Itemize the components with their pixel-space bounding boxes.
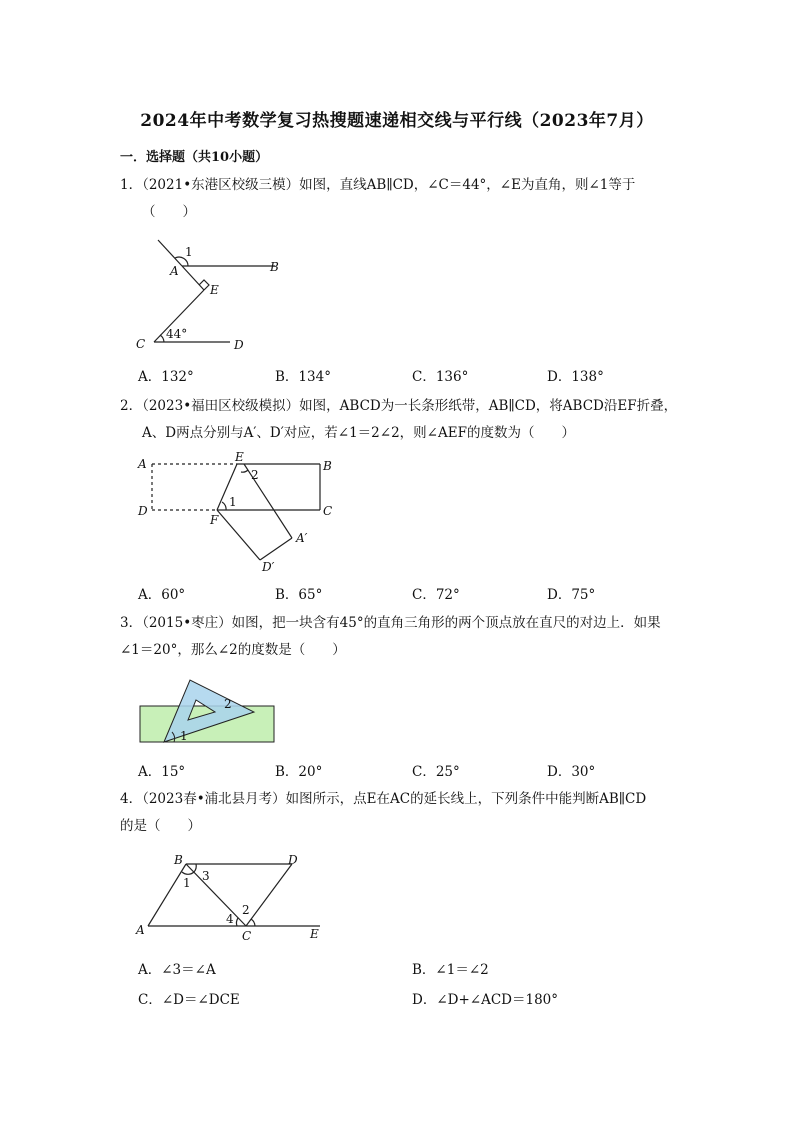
q3-option-c[interactable]: C．25° bbox=[412, 764, 460, 780]
question-1-line-1: 1．（2021•东港区校级三模）如图，直线AB∥CD，∠C＝44°，∠E为直角，则∠1等于 bbox=[120, 177, 636, 193]
fig2-label-a-prime: A′ bbox=[296, 531, 308, 545]
fig1-label-1: 1 bbox=[185, 245, 193, 259]
fig4-label-e: E bbox=[310, 927, 319, 941]
fig4-label-4: 4 bbox=[226, 912, 234, 926]
q4-option-d[interactable]: D．∠D+∠ACD＝180° bbox=[412, 992, 559, 1008]
question-2 bbox=[120, 393, 680, 447]
question-2-line-2: A、D两点分别与A′、D′对应，若∠1＝2∠2，则∠AEF的度数为（ ） bbox=[142, 425, 575, 441]
q3-option-b[interactable]: B．20° bbox=[275, 764, 323, 780]
fig1-label-c: C bbox=[136, 337, 146, 351]
q4-option-c[interactable]: C．∠D＝∠DCE bbox=[138, 992, 240, 1008]
question-4 bbox=[120, 786, 680, 840]
section-heading: 一．选择题（共10小题） bbox=[120, 150, 269, 165]
fig2-label-f: F bbox=[210, 513, 219, 527]
q2-option-b[interactable]: B．65° bbox=[275, 587, 323, 603]
fig4-label-b: B bbox=[174, 853, 183, 867]
question-3 bbox=[120, 610, 680, 664]
q3-option-d[interactable]: D．30° bbox=[547, 764, 596, 780]
q1-option-b[interactable]: B．134° bbox=[275, 369, 331, 385]
question-4-line-1: 4．（2023春•浦北县月考）如图所示，点E在AC的延长线上，下列条件中能判断AB∥CD bbox=[120, 791, 647, 807]
fig2-label-1: 1 bbox=[229, 495, 237, 509]
q1-option-c[interactable]: C．136° bbox=[412, 369, 469, 385]
fig4-label-c: C bbox=[242, 929, 252, 943]
question-2-line-1: 2．（2023•福田区校级模拟）如图，ABCD为一长条形纸带，AB∥CD，将ABCD沿EF折叠， bbox=[120, 398, 678, 414]
fig2-label-a: A bbox=[138, 457, 147, 471]
fig2-label-b: B bbox=[323, 459, 332, 473]
q2-option-d[interactable]: D．75° bbox=[547, 587, 596, 603]
question-1 bbox=[120, 172, 680, 226]
question-4-line-2: 的是（ ） bbox=[120, 818, 201, 834]
q2-option-a[interactable]: A．60° bbox=[138, 587, 186, 603]
figure-2 bbox=[134, 450, 344, 580]
q4-option-a[interactable]: A．∠3＝∠A bbox=[138, 962, 216, 978]
q3-option-a[interactable]: A．15° bbox=[138, 764, 186, 780]
fig1-label-e: E bbox=[210, 283, 219, 297]
fig4-label-a: A bbox=[136, 923, 145, 937]
fig1-label-angle: 44° bbox=[166, 327, 188, 341]
figure-1 bbox=[130, 232, 300, 356]
figure-3 bbox=[136, 674, 282, 746]
question-1-line-2: （ ） bbox=[142, 204, 196, 220]
fig4-label-d: D bbox=[288, 853, 298, 867]
fig1-label-b: B bbox=[270, 260, 279, 274]
fig1-label-d: D bbox=[234, 338, 244, 352]
q1-option-d[interactable]: D．138° bbox=[547, 369, 604, 385]
question-3-line-2: ∠1＝20°，那么∠2的度数是（ ） bbox=[120, 642, 346, 658]
fig1-label-a: A bbox=[170, 264, 179, 278]
fig3-label-1: 1 bbox=[180, 729, 188, 743]
fig2-label-d-prime: D′ bbox=[262, 560, 275, 574]
page-title: 2024年中考数学复习热搜题速递相交线与平行线（2023年7月） bbox=[140, 111, 654, 131]
fig4-label-1: 1 bbox=[183, 876, 191, 890]
fig2-label-d: D bbox=[138, 504, 148, 518]
fig4-label-2: 2 bbox=[242, 903, 250, 917]
fig2-label-e: E bbox=[235, 450, 244, 464]
fig4-label-3: 3 bbox=[202, 869, 210, 883]
fig3-label-2: 2 bbox=[224, 697, 232, 711]
question-3-line-1: 3．（2015•枣庄）如图，把一块含有45°的直角三角形的两个顶点放在直尺的对边上．如果 bbox=[120, 615, 661, 631]
figure-4 bbox=[134, 850, 334, 946]
fig2-label-2: 2 bbox=[251, 468, 259, 482]
q2-option-c[interactable]: C．72° bbox=[412, 587, 460, 603]
q4-option-b[interactable]: B．∠1＝∠2 bbox=[412, 962, 489, 978]
q1-option-a[interactable]: A．132° bbox=[138, 369, 194, 385]
fig2-label-c: C bbox=[323, 504, 333, 518]
